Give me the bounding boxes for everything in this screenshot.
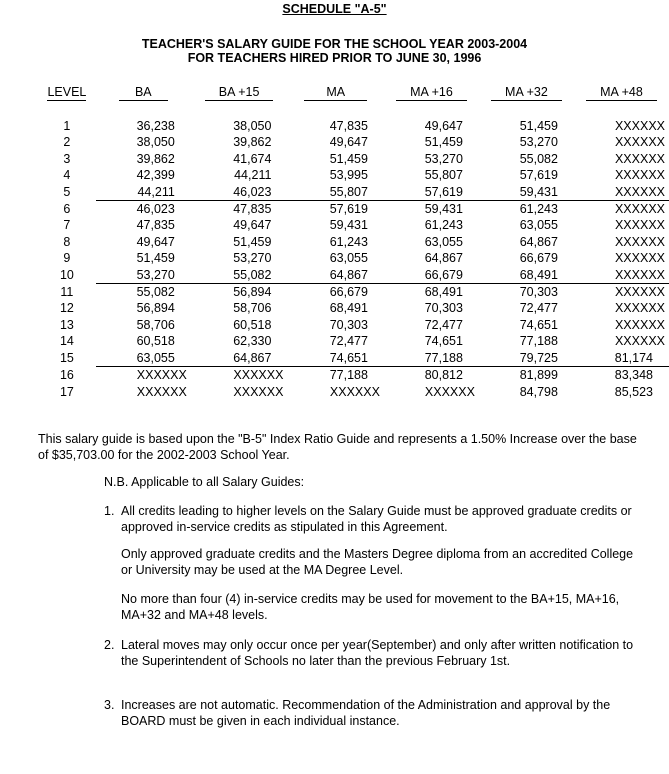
- cell-ba: XXXXXX: [136, 368, 187, 383]
- cell-ba: 44,211: [96, 184, 191, 201]
- cell-ma48: 81,174: [574, 350, 669, 367]
- cell-ba: 58,706: [136, 317, 175, 332]
- cell-ma: 51,459: [329, 151, 368, 166]
- column-header-ma: MA: [287, 84, 384, 101]
- table-header-row: [38, 84, 669, 101]
- table-row: [38, 333, 669, 349]
- table-row: [38, 250, 669, 266]
- notes-title: N.B. Applicable to all Salary Guides:: [104, 475, 305, 489]
- note-text: Lateral moves may only occur once per year(September) and only after written notification to the Superintendent of Schools no later than the previous February 1st.: [121, 638, 634, 668]
- cell-ma: 47,835: [329, 119, 368, 133]
- cell-ma32: 57,619: [519, 168, 558, 183]
- cell-level: 12: [59, 301, 74, 316]
- cell-ba15: 64,867: [191, 350, 288, 367]
- table-row: [38, 367, 669, 384]
- cell-ma32: 63,055: [519, 218, 558, 233]
- cell-ma32: 55,082: [519, 151, 558, 166]
- note-item-3: [104, 697, 644, 729]
- cell-ma48: XXXXXX: [614, 151, 665, 166]
- cell-ba15: 39,862: [233, 135, 272, 150]
- note-item-2: [104, 637, 644, 669]
- cell-ma32: 66,679: [519, 251, 558, 266]
- cell-ma32: 77,188: [519, 334, 558, 349]
- cell-ma48: XXXXXX: [614, 301, 665, 316]
- cell-ba: 38,050: [136, 135, 175, 150]
- cell-level: 11: [60, 284, 74, 299]
- cell-ba15: XXXXXX: [233, 384, 284, 399]
- cell-ma48: XXXXXX: [614, 168, 665, 183]
- cell-ma: 64,867: [287, 267, 384, 284]
- cell-ba15: 60,518: [233, 317, 272, 332]
- cell-ba: 60,518: [136, 334, 175, 349]
- cell-ma48: XXXXXX: [614, 251, 665, 266]
- cell-ba: 53,270: [96, 267, 191, 284]
- cell-ba: 55,082: [136, 285, 175, 300]
- cell-ba: 46,023: [136, 202, 175, 217]
- cell-ma48: 85,523: [614, 384, 653, 399]
- cell-ba: 39,862: [136, 151, 175, 166]
- salary-table: [38, 84, 669, 400]
- cell-ba: 47,835: [136, 218, 175, 233]
- table-row: [38, 134, 669, 150]
- table-row: [38, 184, 669, 201]
- table-row: [38, 151, 669, 167]
- cell-ma32: 59,431: [479, 184, 574, 201]
- cell-level: 1: [63, 119, 71, 133]
- cell-ba: 36,238: [136, 119, 175, 133]
- table-row: [38, 167, 669, 183]
- cell-ma16: 70,303: [424, 301, 463, 316]
- table-row: [38, 118, 669, 134]
- cell-ba15: 55,082: [191, 267, 288, 284]
- cell-ma16: XXXXXX: [424, 384, 475, 399]
- cell-ba: 51,459: [136, 251, 175, 266]
- cell-ma48: XXXXXX: [614, 234, 665, 249]
- cell-ma32: 70,303: [519, 285, 558, 300]
- cell-ma: 63,055: [329, 251, 368, 266]
- cell-level: 3: [63, 151, 71, 166]
- table-row: [38, 384, 669, 400]
- cell-ma48: XXXXXX: [574, 184, 669, 201]
- cell-ma: 53,995: [329, 168, 368, 183]
- cell-ma16: 51,459: [424, 135, 463, 150]
- cell-ma: XXXXXX: [329, 384, 380, 399]
- column-header-ba15: BA +15: [191, 84, 288, 101]
- cell-ma: 59,431: [329, 218, 368, 233]
- guide-title-line2: FOR TEACHERS HIRED PRIOR TO JUNE 30, 1996: [187, 51, 482, 65]
- cell-ma48: XXXXXX: [614, 202, 665, 217]
- cell-ma16: 77,188: [384, 350, 479, 367]
- cell-level: 4: [63, 168, 71, 183]
- cell-ma32: 79,725: [479, 350, 574, 367]
- table-row: [38, 201, 669, 218]
- cell-ma32: 53,270: [519, 135, 558, 150]
- cell-ma32: 51,459: [519, 119, 558, 133]
- cell-ma: 72,477: [329, 334, 368, 349]
- cell-ba15: 62,330: [233, 334, 272, 349]
- cell-ba15: 58,706: [233, 301, 272, 316]
- cell-ma48: XXXXXX: [614, 317, 665, 332]
- cell-level: 15: [59, 350, 74, 365]
- cell-level: 7: [63, 218, 71, 233]
- cell-ba: 63,055: [96, 350, 191, 367]
- cell-ma32: 68,491: [479, 267, 574, 284]
- cell-ba15: 47,835: [233, 202, 272, 217]
- cell-ba: XXXXXX: [136, 384, 187, 399]
- cell-ma48: XXXXXX: [614, 218, 665, 233]
- cell-ma: 66,679: [329, 285, 368, 300]
- guide-title-line1: TEACHER'S SALARY GUIDE FOR THE SCHOOL YEAR 2003-2004: [141, 37, 528, 51]
- cell-ba15: 56,894: [233, 285, 272, 300]
- cell-level: 10: [59, 267, 74, 282]
- note-text: All credits leading to higher levels on the Salary Guide must be approved graduate credits or approved in-service credits as stipulated in this Agreement.: [121, 504, 632, 534]
- cell-ba: 56,894: [136, 301, 175, 316]
- cell-ma16: 68,491: [424, 285, 463, 300]
- cell-ma16: 72,477: [424, 317, 463, 332]
- cell-ma: 70,303: [329, 317, 368, 332]
- cell-ma16: 53,270: [424, 151, 463, 166]
- note-item-1: [104, 503, 644, 535]
- cell-ma16: 66,679: [384, 267, 479, 284]
- schedule-title: SCHEDULE "A-5": [282, 2, 387, 16]
- cell-level: 13: [59, 317, 74, 332]
- cell-ba15: 49,647: [233, 218, 272, 233]
- note-text: Increases are not automatic. Recommendation of the Administration and approval by the BOARD must be given in each individual instance.: [121, 698, 611, 728]
- cell-ma16: 80,812: [424, 368, 463, 383]
- note-number: 3.: [104, 698, 115, 712]
- cell-ba15: 53,270: [233, 251, 272, 266]
- cell-ma16: 74,651: [424, 334, 463, 349]
- note-number: 1.: [104, 504, 115, 518]
- cell-level: 16: [59, 367, 74, 382]
- cell-ma16: 49,647: [424, 119, 463, 133]
- column-header-level: LEVEL: [47, 85, 87, 99]
- cell-level: 14: [59, 334, 74, 349]
- cell-ma16: 64,867: [424, 251, 463, 266]
- cell-level: 9: [63, 251, 71, 266]
- intro-paragraph: This salary guide is based upon the "B-5" Index Ratio Guide and represents a 1.50% Increase over the base of $35,703.00 for the 2002-2003 School Year.: [38, 432, 637, 462]
- spacer-row: [38, 101, 669, 118]
- cell-ba15: XXXXXX: [233, 368, 284, 383]
- cell-ma48: XXXXXX: [614, 119, 665, 133]
- cell-level: 6: [63, 201, 71, 216]
- cell-ma32: 81,899: [519, 368, 558, 383]
- cell-ma16: 59,431: [424, 202, 463, 217]
- column-header-ma48: MA +48: [574, 84, 669, 101]
- cell-ma: 61,243: [329, 234, 368, 249]
- cell-ba15: 41,674: [233, 151, 272, 166]
- cell-ma: 57,619: [329, 202, 368, 217]
- cell-ma16: 57,619: [384, 184, 479, 201]
- cell-ma: 77,188: [329, 368, 368, 383]
- cell-ba15: 46,023: [191, 184, 288, 201]
- cell-ma48: XXXXXX: [614, 285, 665, 300]
- cell-ma32: 64,867: [519, 234, 558, 249]
- column-header-ma32: MA +32: [479, 84, 574, 101]
- cell-ma16: 61,243: [424, 218, 463, 233]
- table-row: [38, 217, 669, 233]
- cell-level: 5: [63, 184, 71, 199]
- cell-level: 17: [59, 384, 74, 399]
- table-row: [38, 317, 669, 333]
- note-item-1-paragraph-2: Only approved graduate credits and the Masters Degree diploma from an accredited College or University may be used at the MA Degree Level.: [121, 547, 634, 577]
- cell-ma: 68,491: [329, 301, 368, 316]
- cell-ma32: 84,798: [519, 384, 558, 399]
- cell-ba15: 38,050: [233, 119, 272, 133]
- cell-level: 2: [63, 135, 71, 150]
- cell-ma48: 83,348: [614, 368, 653, 383]
- cell-ma48: XXXXXX: [574, 267, 669, 284]
- cell-ma32: 74,651: [519, 317, 558, 332]
- cell-ma32: 72,477: [519, 301, 558, 316]
- cell-ma: 55,807: [287, 184, 384, 201]
- cell-ma32: 61,243: [519, 202, 558, 217]
- cell-ma16: 63,055: [424, 234, 463, 249]
- cell-ma48: XXXXXX: [614, 334, 665, 349]
- table-row: [38, 300, 669, 316]
- column-header-ma16: MA +16: [384, 84, 479, 101]
- cell-level: 8: [63, 234, 71, 249]
- cell-ba: 42,399: [136, 168, 175, 183]
- cell-ma16: 55,807: [424, 168, 463, 183]
- cell-ba15: 51,459: [233, 234, 272, 249]
- cell-ba15: 44,211: [234, 168, 272, 183]
- cell-ma: 49,647: [329, 135, 368, 150]
- table-row: [38, 350, 669, 367]
- table-row: [38, 284, 669, 301]
- cell-ba: 49,647: [136, 234, 175, 249]
- cell-ma48: XXXXXX: [614, 135, 665, 150]
- column-header-ba: BA: [96, 84, 191, 101]
- cell-ma: 74,651: [287, 350, 384, 367]
- note-number: 2.: [104, 638, 115, 652]
- note-item-1-paragraph-3: No more than four (4) in-service credits may be used for movement to the BA+15, MA+16, MA+32 and MA+48 levels.: [121, 592, 620, 622]
- table-row: [38, 234, 669, 250]
- table-row: [38, 267, 669, 284]
